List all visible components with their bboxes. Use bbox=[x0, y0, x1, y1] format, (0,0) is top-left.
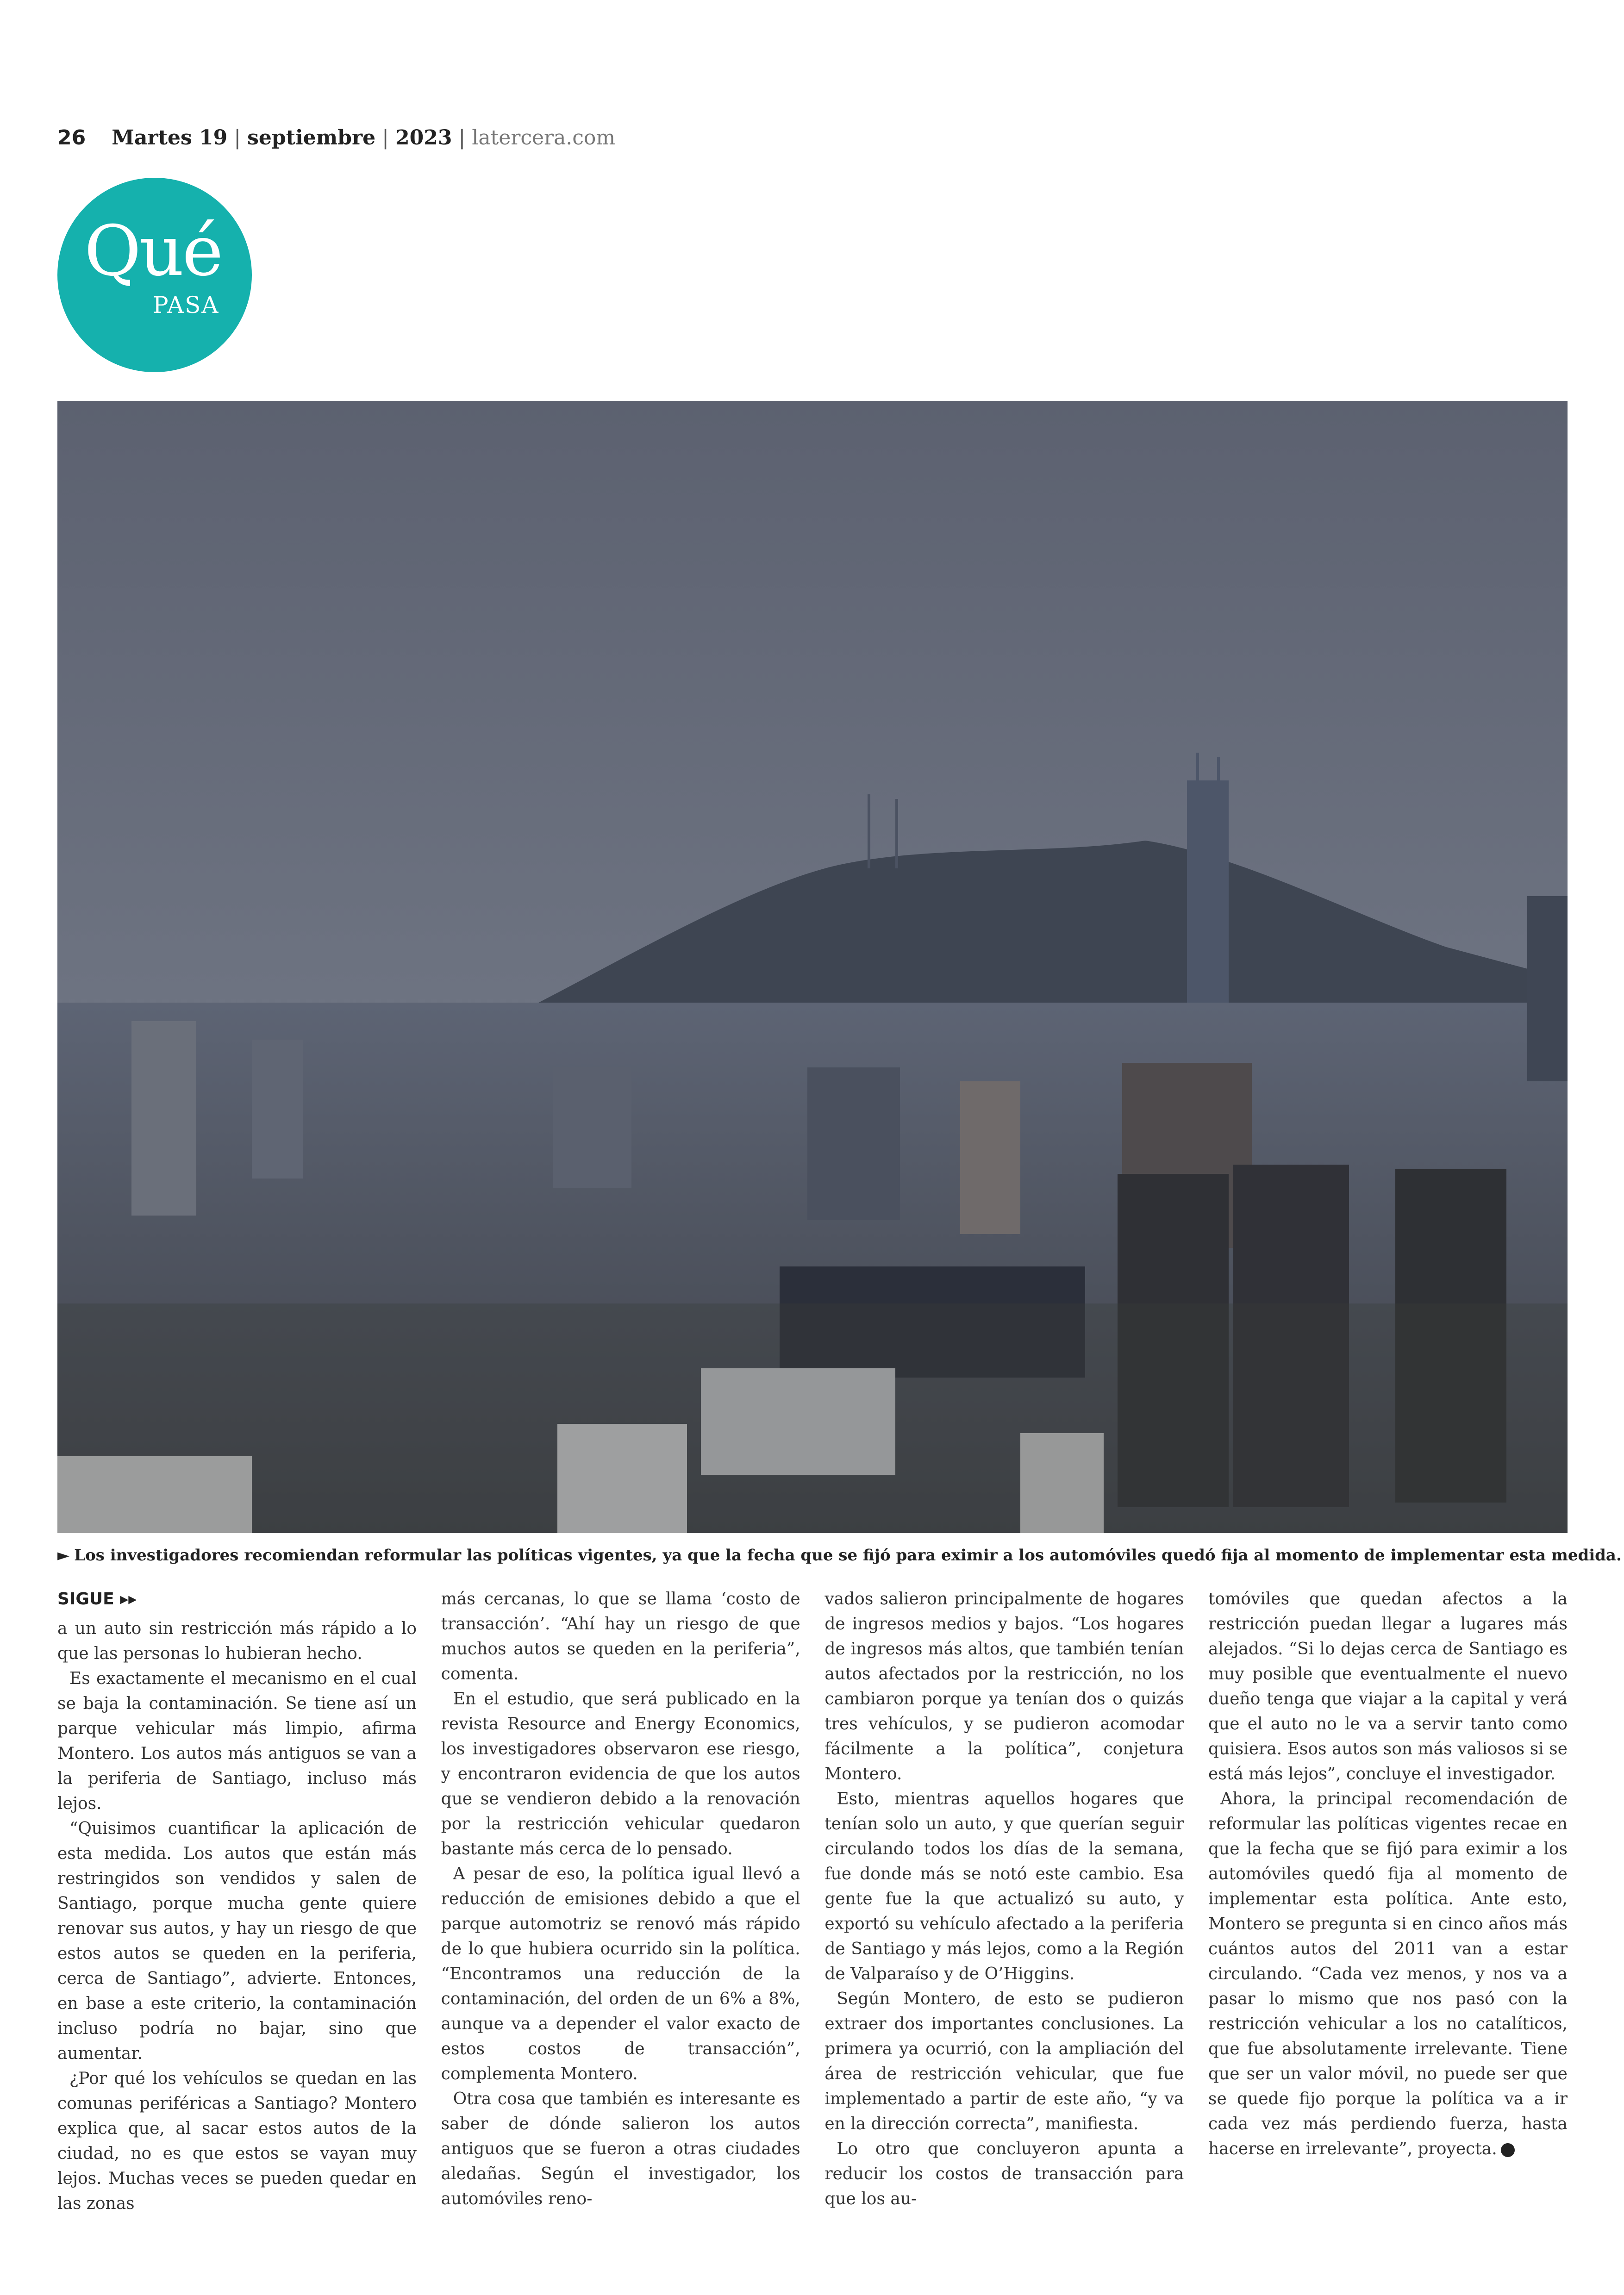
header-separator: | bbox=[382, 125, 389, 150]
photo-caption bbox=[57, 1541, 1622, 1569]
que-pasa-logo bbox=[57, 178, 252, 372]
continues-label: SIGUE ▸▸ bbox=[57, 1590, 137, 1609]
logo-word-pasa: PASA bbox=[153, 292, 219, 318]
article-paragraph: tomóviles que quedan afectos a la restricción puedan llegar a lugares más alejados. “Si lo dejas cerca de Santiago es muy posible que eventualmente el nuevo dueño tenga que viajar a la capital y verá que el auto no le va a servir tanto como quisiera. Esos autos son más valiosos si se está más lejos”, concluye el investigador. bbox=[1208, 1590, 1568, 1784]
article-body bbox=[57, 1587, 1568, 2216]
article-column-1 bbox=[57, 1587, 417, 2216]
article-paragraph: A pesar de eso, la política igual llevó a reducción de emisiones debido a que el parque automotriz se renovó más rápido de lo que hubiera ocurrido sin la política. “Encontramos una reducción de la contaminación, del orden de un 6% a 8%, aunque va a depender el valor exacto de estos costos de transacción”, complementa Montero. bbox=[441, 1865, 800, 2083]
header-site: latercera.com bbox=[472, 125, 616, 150]
article-column-3 bbox=[824, 1587, 1184, 2216]
header-separator: | bbox=[234, 125, 241, 150]
article-paragraph: ¿Por qué los vehículos se quedan en las comunas periféricas a Santiago? Montero explica que, al sacar estos autos de la ciudad, no es que estos se vayan muy lejos. Muchas veces se pueden quedar en las zonas bbox=[57, 2069, 417, 2213]
article-paragraph: Otra cosa que también es interesante es saber de dónde salieron los autos antiguos que se fueron a otras ciudades aledañas. Según el investigador, los automóviles reno- bbox=[441, 2089, 800, 2208]
header-date-month: septiembre bbox=[247, 125, 376, 150]
article-column-2 bbox=[441, 1587, 800, 2216]
article-paragraph: Lo otro que concluyeron apunta a reducir los costos de transacción para que los au- bbox=[824, 2139, 1184, 2208]
city-skyline-illustration bbox=[57, 401, 1568, 1533]
article-paragraph: más cercanas, lo que se llama ‘costo de transacción’. “Ahí hay un riesgo de que muchos autos se queden en la periferia”, comenta. bbox=[441, 1590, 800, 1684]
article-paragraph: Es exactamente el mecanismo en el cual se baja la contaminación. Se tiene así un parque vehicular más limpio, afirma Montero. Los autos más antiguos se van a la periferia de Santiago, incluso más lejos. bbox=[57, 1669, 417, 1813]
end-of-article-icon bbox=[1501, 2143, 1515, 2157]
header-date-day: Martes 19 bbox=[112, 125, 228, 150]
article-paragraph bbox=[1208, 1787, 1568, 2162]
article-paragraph: “Quisimos cuantificar la aplicación de esta medida. Los autos que están más restringidos son vendidos y salen de Santiago, porque mucha gente quiere renovar sus autos, y hay un riesgo de que estos autos se queden en la periferia, cerca de Santiago”, advierte. Entonces, en base a este criterio, la contaminación incluso podría no bajar, sino que aumentar. bbox=[57, 1819, 417, 2063]
header-date-year: 2023 bbox=[395, 125, 452, 150]
caption-marker-icon: ► bbox=[57, 1546, 70, 1565]
article-paragraph: Esto, mientras aquellos hogares que tenían solo un auto, y que querían seguir circulando todos los días de la semana, fue donde más se notó este cambio. Esa gente fue la que actualizó su auto, y exportó su vehículo afectado a la periferia de Santiago y más lejos, como a la Región de Valparaíso y de O’Higgins. bbox=[824, 1790, 1184, 1983]
article-paragraph: Según Montero, de esto se pudieron extraer dos importantes conclusiones. La primera ya ocurrió, con la ampliación del área de restricción vehicular, que fue implementado a partir de este año, “y va en la dirección correcta”, manifiesta. bbox=[824, 1989, 1184, 2133]
article-paragraph: En el estudio, que será publicado en la revista Resource and Energy Economics, los investigadores observaron ese riesgo, y encontraron evidencia de que los autos que se vendieron debido a la renovación por la restricción vehicular quedaron bastante más cerca de lo pensado. bbox=[441, 1690, 800, 1858]
article-paragraph: a un auto sin restricción más rápido a lo que las personas lo hubieran hecho. bbox=[57, 1619, 417, 1663]
page-number: 26 bbox=[57, 125, 86, 150]
city-skyline-photo bbox=[57, 401, 1568, 1533]
article-paragraph: vados salieron principalmente de hogares de ingresos medios y bajos. “Los hogares de ingresos más altos, que también tenían autos afectados por la restricción, no los cambiaron porque ya tenían dos o quizás tres vehículos, y se pudieron acomodar fácilmente a la política”, conjetura Montero. bbox=[824, 1590, 1184, 1784]
logo-word-que: Qué bbox=[84, 211, 222, 292]
caption-text: Los investigadores recomiendan reformular las políticas vigentes, ya que la fecha que se fijó para eximir a los automóviles quedó fija al momento de implementar esta medida. bbox=[74, 1546, 1622, 1565]
article-paragraph-text: Ahora, la principal recomendación de reformular las políticas vigentes recae en que la fecha que se fijó para eximir a los automóviles quedó fija al momento de implementar esta política. Ante esto, Montero se pregunta si en cinco años más cuántos autos del 2011 van a estar circulando. “Cada vez menos, y nos va a pasar lo mismo que nos pasó con la restricción vehicular a los no catalíticos, que fue absolutamente irrelevante. Tiene que ser un valor móvil, no puede ser que se quede fijo porque la política va a ir cada vez más perdiendo fuerza, hasta hacerse en irrelevante”, proyecta. bbox=[1208, 1790, 1568, 2158]
article-column-4 bbox=[1208, 1587, 1568, 2216]
header-separator: | bbox=[458, 125, 466, 150]
page-header bbox=[57, 121, 615, 154]
